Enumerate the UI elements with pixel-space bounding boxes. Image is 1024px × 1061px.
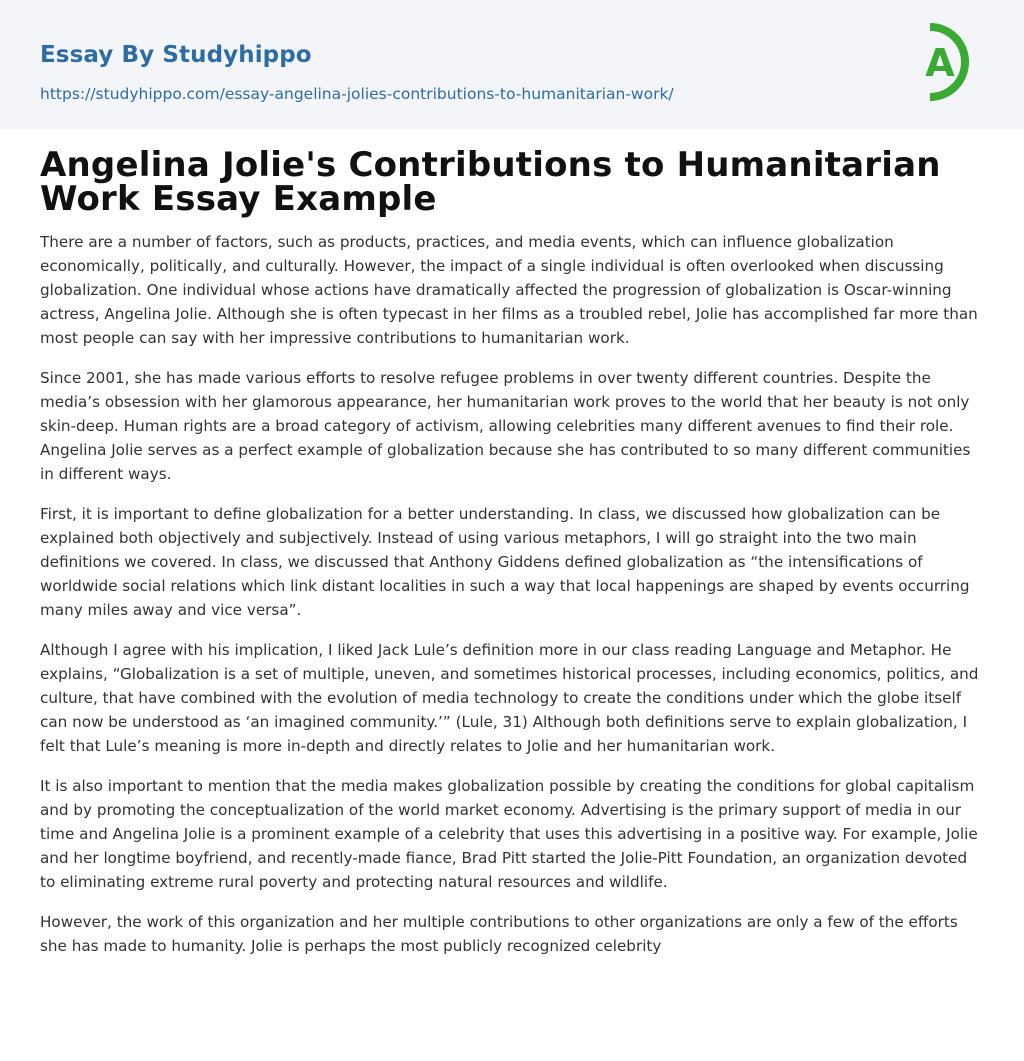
article [40,145,984,974]
article-paragraph-1: There are a number of factors, such as products, practices, and media events, which can influence globalization economically, politically, and culturally. However, the impact of a single individual is often overlooked when discussing globalization. One individual whose actions have dramatically affected the progression of globalization is Oscar-winning actress, Angelina Jolie. Although she is often typecast in her films as a troubled rebel, Jolie has accomplished far more than most people can say with her impressive contributions to humanitarian work. [40,233,978,347]
logo-letter: A [925,41,955,85]
studyhippo-logo-icon[interactable] [910,18,988,106]
article-paragraph-2: Since 2001, she has made various efforts to resolve refugee problems in over twenty different countries. Despite the media’s obsession with her glamorous appearance, her humanitarian work proves to the world that her beauty is not only skin-deep. Human rights are a broad category of activism, allowing celebrities many different avenues to find their role. Angelina Jolie serves as a perfect example of globalization because she has contributed to so many different communities in different ways. [40,369,971,483]
site-title[interactable]: Essay By Studyhippo [40,42,312,68]
article-paragraph-5: It is also important to mention that the media makes globalization possible by creating the conditions for global capitalism and by promoting the conceptualization of the world market economy. Advertising is the primary support of media in our time and Angelina Jolie is a prominent example of a celebrity that uses this advertising in a positive way. For example, Jolie and her longtime boyfriend, and recently-made fiance, Brad Pitt started the Jolie-Pitt Foundation, an organization devoted to eliminating extreme rural poverty and protecting natural resources and wildlife. [40,777,978,891]
article-paragraph-6: However, the work of this organization and her multiple contributions to other organizations are only a few of the efforts she has made to humanity. Jolie is perhaps the most publicly recognized celebrity [40,913,958,955]
page-url-link[interactable]: https://studyhippo.com/essay-angelina-jolies-contributions-to-humanitarian-work/ [40,85,674,103]
article-paragraph-4: Although I agree with his implication, I liked Jack Lule’s definition more in our class reading Language and Metaphor. He explains, “Globalization is a set of multiple, uneven, and sometimes historical processes, including economics, politics, and culture, that have combined with the evolution of media technology to create the conditions under which the globe itself can now be understood as ‘an imagined community.’” (Lule, 31) Although both definitions serve to explain globalization, I felt that Lule’s meaning is more in-depth and directly relates to Jolie and her humanitarian work. [40,641,979,755]
site-header [0,0,1024,129]
article-paragraph-3: First, it is important to define globalization for a better understanding. In class, we discussed how globalization can be explained both objectively and subjectively. Instead of using various metaphors, I will go straight into the two main definitions we covered. In class, we discussed that Anthony Giddens defined globalization as “the intensifications of worldwide social relations which link distant localities in such a way that local happenings are shaped by events occurring many miles away and vice versa”. [40,505,970,619]
article-title: Angelina Jolie's Contributions to Humanitarian Work Essay Example [40,145,941,219]
